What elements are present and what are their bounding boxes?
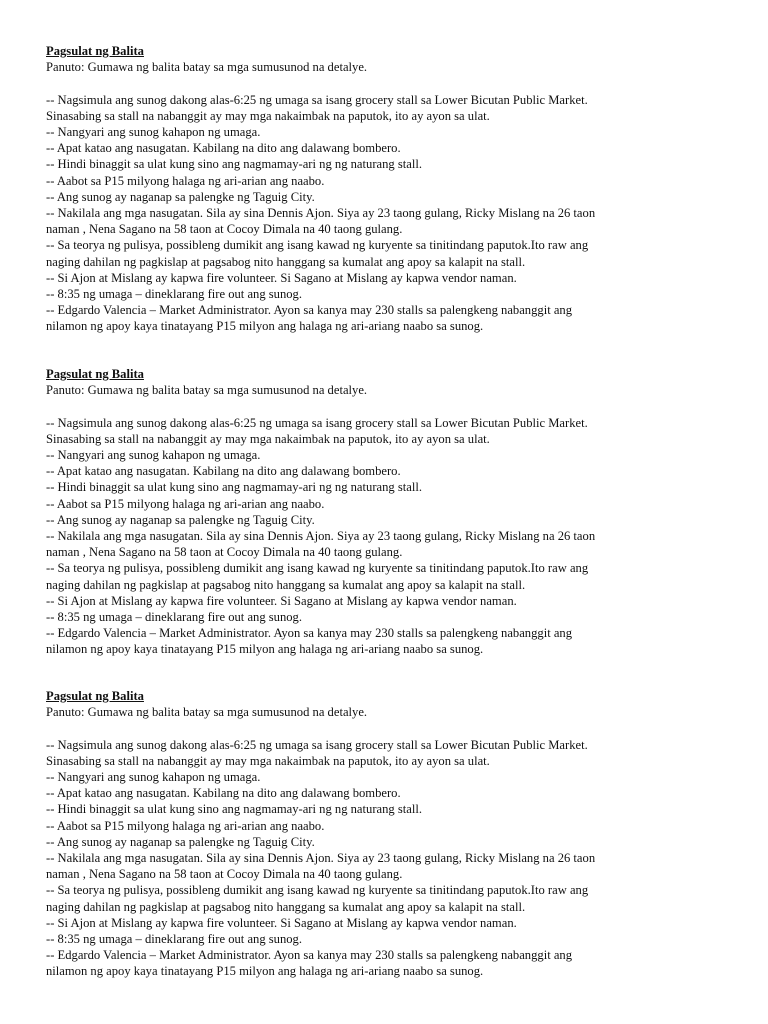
detail-line: -- Aabot sa P15 milyong halaga ng ari-arian ang naabo. [46, 818, 325, 833]
blank-line [46, 720, 746, 736]
detail-line: naman , Nena Sagano na 58 taon at Cocoy Dimala na 40 taong gulang. [46, 867, 403, 882]
detail-line: -- Nangyari ang sunog kahapon ng umaga. [46, 448, 261, 462]
detail-line: -- Edgardo Valencia – Market Administrator. Ayon sa kanya may 230 stalls sa palengkeng nabanggit ang [46, 948, 573, 963]
detail-line: -- Edgardo Valencia – Market Administrator. Ayon sa kanya may 230 stalls sa palengkeng nabanggit ang [46, 626, 573, 641]
detail-line: naging dahilan ng pagkislap at pagsabog nito hanggang sa kumalat ang apoy sa kalapit na stall. [46, 899, 526, 914]
detail-line: -- Ang sunog ay naganap sa palengke ng Taguig City. [46, 834, 315, 849]
detail-line: -- 8:35 ng umaga – dineklarang fire out ang sunog. [46, 932, 303, 947]
section-title: Pagsulat ng Balita [46, 367, 144, 381]
detail-line: -- Nangyari ang sunog kahapon ng umaga. [46, 125, 261, 139]
news-writing-section-3 [46, 688, 746, 980]
section-title: Pagsulat ng Balita [46, 689, 144, 703]
detail-line: -- Apat katao ang nasugatan. Kabilang na dito ang dalawang bombero. [46, 141, 401, 156]
detail-line: -- Si Ajon at Mislang ay kapwa fire volunteer. Si Sagano at Mislang ay kapwa vendor naman. [46, 915, 517, 930]
detail-line: -- Nagsimula ang sunog dakong alas-6:25 ng umaga sa isang grocery stall sa Lower Bicutan Public Market. [46, 415, 588, 430]
detail-line: -- Si Ajon at Mislang ay kapwa fire volunteer. Si Sagano at Mislang ay kapwa vendor naman. [46, 593, 517, 608]
detail-line: -- Sa teorya ng pulisya, possibleng dumikit ang isang kawad ng kuryente sa tinitindang paputok.Ito raw ang [46, 238, 589, 253]
section-title: Pagsulat ng Balita [46, 44, 144, 58]
instruction-text: Panuto: Gumawa ng balita batay sa mga sumusunod na detalye. [46, 383, 368, 398]
news-writing-section-1 [46, 43, 746, 335]
detail-line: -- Nangyari ang sunog kahapon ng umaga. [46, 770, 261, 784]
detail-line: nilamon ng apoy kaya tinatayang P15 milyon ang halaga ng ari-ariang naabo sa sunog. [46, 319, 484, 334]
detail-line: -- Hindi binaggit sa ulat kung sino ang nagmamay-ari ng ng naturang stall. [46, 480, 422, 495]
detail-line: -- Si Ajon at Mislang ay kapwa fire volunteer. Si Sagano at Mislang ay kapwa vendor naman. [46, 270, 517, 285]
detail-line: -- Nakilala ang mga nasugatan. Sila ay sina Dennis Ajon. Siya ay 23 taong gulang, Ricky Mislang na 26 taon [46, 529, 596, 544]
detail-line: naging dahilan ng pagkislap at pagsabog nito hanggang sa kumalat ang apoy sa kalapit na stall. [46, 254, 526, 269]
detail-line: -- Apat katao ang nasugatan. Kabilang na dito ang dalawang bombero. [46, 464, 401, 479]
detail-line: -- Ang sunog ay naganap sa palengke ng Taguig City. [46, 512, 315, 527]
detail-line: Sinasabing sa stall na nabanggit ay may mga nakaimbak na paputok, ito ay ayon sa ulat. [46, 753, 490, 768]
blank-line [46, 398, 746, 414]
blank-line [46, 75, 746, 91]
detail-line: Sinasabing sa stall na nabanggit ay may mga nakaimbak na paputok, ito ay ayon sa ulat. [46, 108, 490, 123]
detail-line: -- Aabot sa P15 milyong halaga ng ari-arian ang naabo. [46, 496, 325, 511]
instruction-text: Panuto: Gumawa ng balita batay sa mga sumusunod na detalye. [46, 60, 368, 75]
detail-line: -- Ang sunog ay naganap sa palengke ng Taguig City. [46, 189, 315, 204]
detail-line: -- Sa teorya ng pulisya, possibleng dumikit ang isang kawad ng kuryente sa tinitindang paputok.Ito raw ang [46, 883, 589, 898]
detail-line: -- 8:35 ng umaga – dineklarang fire out ang sunog. [46, 287, 303, 302]
detail-line: -- Nagsimula ang sunog dakong alas-6:25 ng umaga sa isang grocery stall sa Lower Bicutan Public Market. [46, 92, 588, 107]
detail-line: naman , Nena Sagano na 58 taon at Cocoy Dimala na 40 taong gulang. [46, 222, 403, 237]
detail-line: -- Aabot sa P15 milyong halaga ng ari-arian ang naabo. [46, 173, 325, 188]
detail-line: Sinasabing sa stall na nabanggit ay may mga nakaimbak na paputok, ito ay ayon sa ulat. [46, 431, 490, 446]
news-writing-section-2 [46, 366, 746, 658]
detail-line: -- Nagsimula ang sunog dakong alas-6:25 ng umaga sa isang grocery stall sa Lower Bicutan Public Market. [46, 737, 588, 752]
detail-line: -- Sa teorya ng pulisya, possibleng dumikit ang isang kawad ng kuryente sa tinitindang paputok.Ito raw ang [46, 561, 589, 576]
detail-line: nilamon ng apoy kaya tinatayang P15 milyon ang halaga ng ari-ariang naabo sa sunog. [46, 642, 484, 657]
detail-line: -- Hindi binaggit sa ulat kung sino ang nagmamay-ari ng ng naturang stall. [46, 157, 422, 172]
detail-line: -- Edgardo Valencia – Market Administrator. Ayon sa kanya may 230 stalls sa palengkeng nabanggit ang [46, 303, 573, 318]
detail-line: -- Apat katao ang nasugatan. Kabilang na dito ang dalawang bombero. [46, 786, 401, 801]
detail-line: nilamon ng apoy kaya tinatayang P15 milyon ang halaga ng ari-ariang naabo sa sunog. [46, 964, 484, 979]
detail-line: naging dahilan ng pagkislap at pagsabog nito hanggang sa kumalat ang apoy sa kalapit na stall. [46, 577, 526, 592]
detail-line: -- Nakilala ang mga nasugatan. Sila ay sina Dennis Ajon. Siya ay 23 taong gulang, Ricky Mislang na 26 taon [46, 206, 596, 221]
detail-line: -- 8:35 ng umaga – dineklarang fire out ang sunog. [46, 610, 303, 625]
detail-line: naman , Nena Sagano na 58 taon at Cocoy Dimala na 40 taong gulang. [46, 545, 403, 560]
detail-line: -- Hindi binaggit sa ulat kung sino ang nagmamay-ari ng ng naturang stall. [46, 802, 422, 817]
detail-line: -- Nakilala ang mga nasugatan. Sila ay sina Dennis Ajon. Siya ay 23 taong gulang, Ricky Mislang na 26 taon [46, 851, 596, 866]
instruction-text: Panuto: Gumawa ng balita batay sa mga sumusunod na detalye. [46, 705, 368, 720]
